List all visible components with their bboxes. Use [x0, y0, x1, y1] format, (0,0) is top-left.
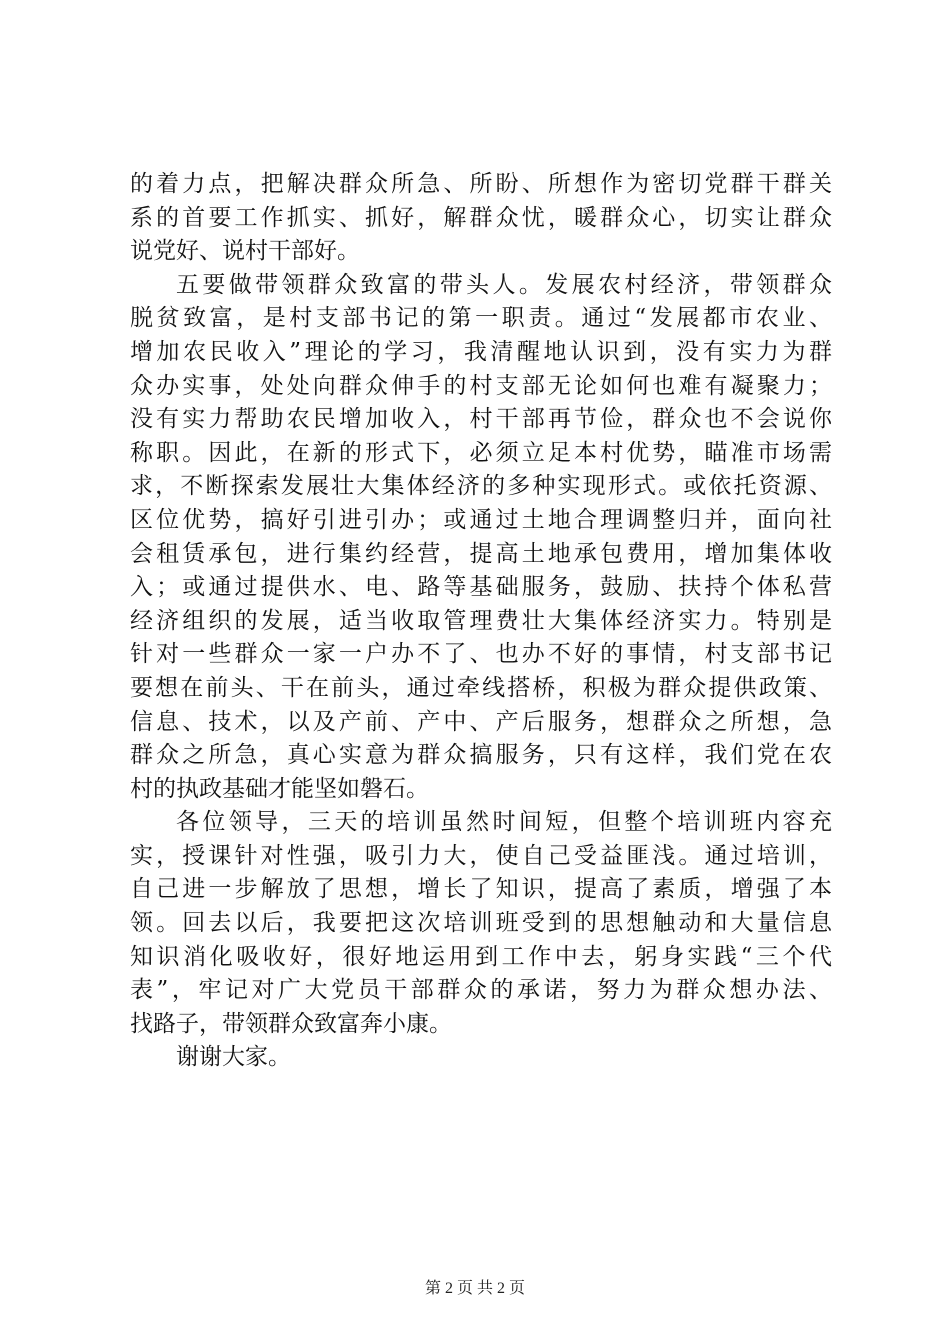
text-line: 经济组织的发展，适当收取管理费壮大集体经济实力。特别是 [130, 607, 832, 634]
text-line: 表”，牢记对广大党员干部群众的承诺，努力为群众想办法、 [130, 977, 832, 1004]
text-line: 系的首要工作抓实、抓好，解群众忧，暖群众心，切实让群众 [130, 204, 832, 231]
text-line: 实，授课针对性强，吸引力大，使自己受益匪浅。通过培训， [130, 842, 832, 869]
text-line: 没有实力帮助农民增加收入，村干部再节俭，群众也不会说你 [130, 406, 832, 433]
text-line: 谢谢大家。 [176, 1044, 291, 1071]
text-line: 会租赁承包，进行集约经营，提高土地承包费用，增加集体收 [130, 540, 832, 567]
page-footer: 第 2 页 共 2 页 [424, 1280, 525, 1297]
text-line: 知识消化吸收好，很好地运用到工作中去，躬身实践“三个代 [130, 943, 832, 970]
text-line: 群众之所急，真心实意为群众搞服务，只有这样，我们党在农 [130, 742, 832, 769]
text-line: 脱贫致富，是村支部书记的第一职责。通过“发展都市农业、 [130, 305, 832, 332]
document-body [130, 168, 832, 1075]
text-line: 称职。因此，在新的形式下，必须立足本村优势，瞄准市场需 [130, 439, 832, 466]
text-line: 说党好、说村干部好。 [130, 238, 360, 265]
text-line: 找路子，带领群众致富奔小康。 [130, 1010, 452, 1037]
text-line: 入；或通过提供水、电、路等基础服务，鼓励、扶持个体私营 [130, 574, 832, 601]
text-line: 针对一些群众一家一户办不了、也办不好的事情，村支部书记 [130, 641, 832, 668]
text-line: 信息、技术，以及产前、产中、产后服务，想群众之所想，急 [130, 708, 832, 735]
text-line: 各位领导，三天的培训虽然时间短，但整个培训班内容充 [176, 809, 832, 836]
text-line: 村的执政基础才能坚如磐石。 [130, 775, 429, 802]
text-line: 自己进一步解放了思想，增长了知识，提高了素质，增强了本 [130, 876, 832, 903]
text-line: 五要做带领群众致富的带头人。发展农村经济，带领群众 [176, 271, 832, 298]
text-line: 增加农民收入”理论的学习，我清醒地认识到，没有实力为群 [130, 338, 832, 365]
text-line: 区位优势，搞好引进引办；或通过土地合理调整归并，面向社 [130, 506, 832, 533]
text-line: 众办实事，处处向群众伸手的村支部无论如何也难有凝聚力； [130, 372, 832, 399]
text-line: 求，不断探索发展壮大集体经济的多种实现形式。或依托资源、 [130, 473, 832, 500]
text-line: 要想在前头、干在前头，通过牵线搭桥，积极为群众提供政策、 [130, 674, 832, 701]
text-line: 领。回去以后，我要把这次培训班受到的思想触动和大量信息 [130, 910, 832, 937]
text-line: 的着力点，把解决群众所急、所盼、所想作为密切党群干群关 [130, 171, 832, 197]
